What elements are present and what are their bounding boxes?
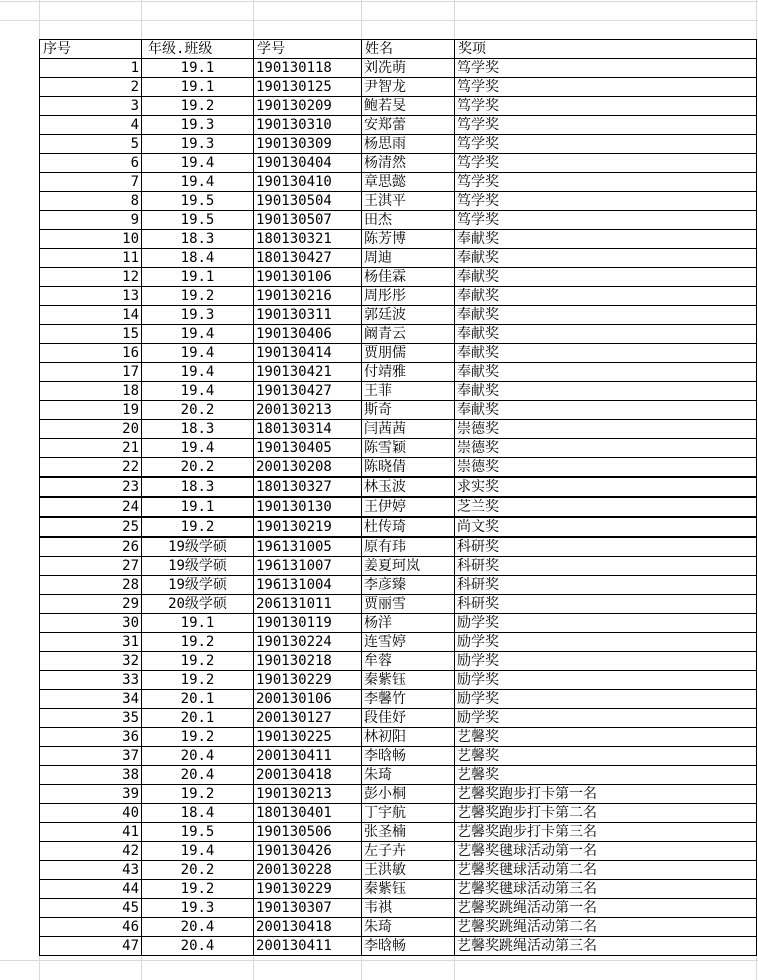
cell-name[interactable]: 安郑蕾 [362, 116, 455, 135]
cell-no[interactable]: 33 [40, 671, 142, 690]
cell-name[interactable]: 杨思雨 [362, 135, 455, 154]
header-cell-name[interactable]: 姓名 [362, 40, 455, 59]
cell-name[interactable]: 杨洋 [362, 614, 455, 633]
cell-award[interactable]: 笃学奖 [455, 135, 757, 154]
cell-award[interactable]: 笃学奖 [455, 59, 757, 78]
table-row [40, 823, 757, 842]
cell-class[interactable]: 18.3 [142, 477, 254, 497]
cell-name[interactable]: 张圣楠 [362, 823, 455, 842]
table-row [40, 728, 757, 747]
table-row [40, 785, 757, 804]
cell-student-id[interactable]: 196131007 [254, 557, 362, 576]
cell-student-id[interactable]: 190130216 [254, 287, 362, 306]
cell-class[interactable]: 19.4 [142, 173, 254, 192]
cell-no[interactable]: 46 [40, 918, 142, 937]
cell-name[interactable]: 周迪 [362, 249, 455, 268]
cell-name[interactable]: 朱琦 [362, 918, 455, 937]
table-row [40, 344, 757, 363]
table-row [40, 652, 757, 671]
cell-student-id[interactable]: 190130225 [254, 728, 362, 747]
cell-no[interactable]: 40 [40, 804, 142, 823]
table-row [40, 709, 757, 728]
cell-class[interactable]: 19.2 [142, 517, 254, 537]
cell-award[interactable]: 艺馨奖跳绳活动第一名 [455, 899, 757, 918]
cell-name[interactable]: 章思懿 [362, 173, 455, 192]
table-row [40, 557, 757, 576]
cell-no[interactable]: 38 [40, 766, 142, 785]
cell-no[interactable]: 26 [40, 537, 142, 557]
cell-no[interactable]: 6 [40, 154, 142, 173]
cell-student-id[interactable]: 180130427 [254, 249, 362, 268]
cell-award[interactable]: 笃学奖 [455, 154, 757, 173]
header-cell-award[interactable]: 奖项 [455, 40, 757, 59]
cell-class[interactable]: 19.5 [142, 192, 254, 211]
cell-class[interactable]: 19.3 [142, 135, 254, 154]
table-row [40, 747, 757, 766]
cell-no[interactable]: 39 [40, 785, 142, 804]
table-row [40, 382, 757, 401]
cell-name[interactable]: 斯奇 [362, 401, 455, 420]
cell-student-id[interactable]: 190130213 [254, 785, 362, 804]
cell-student-id[interactable]: 190130427 [254, 382, 362, 401]
cell-student-id[interactable]: 190130209 [254, 97, 362, 116]
table-row [40, 97, 757, 116]
cell-name[interactable]: 鲍若旻 [362, 97, 455, 116]
table-row [40, 211, 757, 230]
cell-no[interactable]: 12 [40, 268, 142, 287]
table-row [40, 477, 757, 497]
cell-name[interactable]: 李晗畅 [362, 937, 455, 956]
cell-award[interactable]: 艺馨奖毽球活动第三名 [455, 880, 757, 899]
cell-no[interactable]: 23 [40, 477, 142, 497]
cell-class[interactable]: 19.5 [142, 211, 254, 230]
table-row [40, 249, 757, 268]
cell-class[interactable]: 18.3 [142, 230, 254, 249]
cell-award[interactable]: 笃学奖 [455, 78, 757, 97]
cell-award[interactable]: 奉献奖 [455, 363, 757, 382]
cell-award[interactable]: 奉献奖 [455, 344, 757, 363]
cell-no[interactable]: 44 [40, 880, 142, 899]
cell-name[interactable]: 王淇平 [362, 192, 455, 211]
cell-class[interactable]: 20级学硕 [142, 595, 254, 614]
cell-award[interactable]: 科研奖 [455, 595, 757, 614]
cell-award[interactable]: 艺馨奖 [455, 747, 757, 766]
cell-no[interactable]: 20 [40, 420, 142, 439]
cell-name[interactable]: 彭小桐 [362, 785, 455, 804]
table-row [40, 517, 757, 537]
cell-no[interactable]: 28 [40, 576, 142, 595]
cell-class[interactable]: 19.2 [142, 785, 254, 804]
cell-class[interactable]: 20.4 [142, 937, 254, 956]
cell-no[interactable]: 11 [40, 249, 142, 268]
cell-name[interactable]: 闫茜茜 [362, 420, 455, 439]
cell-no[interactable]: 9 [40, 211, 142, 230]
cell-award[interactable]: 崇德奖 [455, 420, 757, 439]
cell-name[interactable]: 韦祺 [362, 899, 455, 918]
table-row [40, 842, 757, 861]
awards-table [39, 39, 757, 956]
cell-award[interactable]: 艺馨奖跳绳活动第二名 [455, 918, 757, 937]
cell-class[interactable]: 20.2 [142, 861, 254, 880]
header-cell-no[interactable]: 序号 [40, 40, 142, 59]
cell-class[interactable]: 19.2 [142, 97, 254, 116]
cell-student-id[interactable]: 196131005 [254, 537, 362, 557]
cell-award[interactable]: 艺馨奖跳绳活动第三名 [455, 937, 757, 956]
cell-class[interactable]: 19.4 [142, 439, 254, 458]
cell-student-id[interactable]: 190130507 [254, 211, 362, 230]
cell-student-id[interactable]: 190130224 [254, 633, 362, 652]
cell-class[interactable]: 19.4 [142, 325, 254, 344]
cell-no[interactable]: 27 [40, 557, 142, 576]
cell-no[interactable]: 34 [40, 690, 142, 709]
cell-student-id[interactable]: 190130311 [254, 306, 362, 325]
table-row [40, 937, 757, 956]
cell-name[interactable]: 李馨竹 [362, 690, 455, 709]
cell-no[interactable]: 45 [40, 899, 142, 918]
cell-class[interactable]: 19.1 [142, 614, 254, 633]
cell-student-id[interactable]: 180130321 [254, 230, 362, 249]
cell-no[interactable]: 24 [40, 497, 142, 517]
cell-class[interactable]: 19.2 [142, 287, 254, 306]
cell-name[interactable]: 段佳妤 [362, 709, 455, 728]
table-row [40, 439, 757, 458]
table-row [40, 671, 757, 690]
cell-class[interactable]: 20.1 [142, 690, 254, 709]
cell-no[interactable]: 19 [40, 401, 142, 420]
cell-name[interactable]: 原有玮 [362, 537, 455, 557]
cell-name[interactable]: 陈芳博 [362, 230, 455, 249]
cell-class[interactable]: 19级学硕 [142, 576, 254, 595]
cell-name[interactable]: 贾朋儒 [362, 344, 455, 363]
cell-class[interactable]: 19.4 [142, 344, 254, 363]
cell-award[interactable]: 崇德奖 [455, 458, 757, 478]
cell-student-id[interactable]: 190130414 [254, 344, 362, 363]
cell-award[interactable]: 尚文奖 [455, 517, 757, 537]
cell-name[interactable]: 秦紫钰 [362, 880, 455, 899]
cell-name[interactable]: 丁宇航 [362, 804, 455, 823]
cell-no[interactable]: 1 [40, 59, 142, 78]
cell-student-id[interactable]: 180130401 [254, 804, 362, 823]
table-row [40, 268, 757, 287]
cell-no[interactable]: 5 [40, 135, 142, 154]
cell-student-id[interactable]: 190130421 [254, 363, 362, 382]
cell-class[interactable]: 19.2 [142, 633, 254, 652]
cell-name[interactable]: 阚青云 [362, 325, 455, 344]
cell-name[interactable]: 陈晓倩 [362, 458, 455, 478]
cell-class[interactable]: 19.4 [142, 154, 254, 173]
cell-student-id[interactable]: 190130406 [254, 325, 362, 344]
cell-student-id[interactable]: 180130327 [254, 477, 362, 497]
table-row [40, 804, 757, 823]
cell-award[interactable]: 励学奖 [455, 690, 757, 709]
cell-award[interactable]: 奉献奖 [455, 230, 757, 249]
cell-award[interactable]: 励学奖 [455, 652, 757, 671]
cell-name[interactable]: 田杰 [362, 211, 455, 230]
table-row [40, 595, 757, 614]
cell-award[interactable]: 艺馨奖跑步打卡第一名 [455, 785, 757, 804]
cell-class[interactable]: 20.2 [142, 458, 254, 478]
cell-student-id[interactable]: 200130213 [254, 401, 362, 420]
cell-student-id[interactable]: 200130208 [254, 458, 362, 478]
cell-class[interactable]: 19.1 [142, 59, 254, 78]
cell-student-id[interactable]: 190130504 [254, 192, 362, 211]
cell-name[interactable]: 姜夏珂岚 [362, 557, 455, 576]
cell-award[interactable]: 奉献奖 [455, 268, 757, 287]
cell-student-id[interactable]: 190130405 [254, 439, 362, 458]
cell-name[interactable]: 杨清然 [362, 154, 455, 173]
cell-student-id[interactable]: 190130219 [254, 517, 362, 537]
header-row [40, 40, 757, 59]
cell-award[interactable]: 求实奖 [455, 477, 757, 497]
cell-award[interactable]: 科研奖 [455, 557, 757, 576]
cell-student-id[interactable]: 196131004 [254, 576, 362, 595]
table-row [40, 192, 757, 211]
table-row [40, 497, 757, 517]
cell-no[interactable]: 30 [40, 614, 142, 633]
cell-student-id[interactable]: 190130125 [254, 78, 362, 97]
grid-row-line [0, 1, 758, 2]
cell-class[interactable]: 18.4 [142, 804, 254, 823]
cell-award[interactable]: 科研奖 [455, 576, 757, 595]
cell-name[interactable]: 林初阳 [362, 728, 455, 747]
cell-class[interactable]: 19.4 [142, 842, 254, 861]
cell-award[interactable]: 笃学奖 [455, 173, 757, 192]
cell-name[interactable]: 秦紫钰 [362, 671, 455, 690]
cell-no[interactable]: 4 [40, 116, 142, 135]
cell-no[interactable]: 17 [40, 363, 142, 382]
cell-no[interactable]: 2 [40, 78, 142, 97]
table-row [40, 306, 757, 325]
cell-student-id[interactable]: 190130106 [254, 268, 362, 287]
cell-no[interactable]: 37 [40, 747, 142, 766]
cell-award[interactable]: 奉献奖 [455, 249, 757, 268]
cell-award[interactable]: 艺馨奖毽球活动第二名 [455, 861, 757, 880]
cell-award[interactable]: 励学奖 [455, 614, 757, 633]
cell-class[interactable]: 18.3 [142, 420, 254, 439]
cell-no[interactable]: 47 [40, 937, 142, 956]
grid-row-line [0, 20, 758, 21]
cell-no[interactable]: 3 [40, 97, 142, 116]
cell-award[interactable]: 艺馨奖跑步打卡第二名 [455, 804, 757, 823]
cell-no[interactable]: 43 [40, 861, 142, 880]
cell-class[interactable]: 19.1 [142, 497, 254, 517]
cell-student-id[interactable]: 200130127 [254, 709, 362, 728]
cell-class[interactable]: 19.4 [142, 363, 254, 382]
table-row [40, 325, 757, 344]
cell-student-id[interactable]: 190130118 [254, 59, 362, 78]
cell-award[interactable]: 笃学奖 [455, 211, 757, 230]
cell-class[interactable]: 19.2 [142, 652, 254, 671]
cell-student-id[interactable]: 190130426 [254, 842, 362, 861]
cell-name[interactable]: 贾丽雪 [362, 595, 455, 614]
cell-student-id[interactable]: 190130307 [254, 899, 362, 918]
cell-award[interactable]: 奉献奖 [455, 382, 757, 401]
cell-class[interactable]: 19.3 [142, 306, 254, 325]
cell-student-id[interactable]: 190130229 [254, 671, 362, 690]
table-row [40, 614, 757, 633]
cell-award[interactable]: 艺馨奖毽球活动第一名 [455, 842, 757, 861]
cell-student-id[interactable]: 200130411 [254, 937, 362, 956]
cell-student-id[interactable]: 200130418 [254, 766, 362, 785]
cell-name[interactable]: 王洪敏 [362, 861, 455, 880]
table-row [40, 59, 757, 78]
cell-award[interactable]: 艺馨奖 [455, 766, 757, 785]
table-row [40, 287, 757, 306]
table-row [40, 690, 757, 709]
cell-name[interactable]: 陈雪颖 [362, 439, 455, 458]
cell-award[interactable]: 奉献奖 [455, 325, 757, 344]
cell-award[interactable]: 励学奖 [455, 671, 757, 690]
cell-name[interactable]: 李晗畅 [362, 747, 455, 766]
cell-award[interactable]: 芝兰奖 [455, 497, 757, 517]
cell-award[interactable]: 奉献奖 [455, 401, 757, 420]
cell-student-id[interactable]: 190130506 [254, 823, 362, 842]
table-row [40, 899, 757, 918]
cell-award[interactable]: 艺馨奖跑步打卡第三名 [455, 823, 757, 842]
cell-student-id[interactable]: 200130418 [254, 918, 362, 937]
cell-award[interactable]: 奉献奖 [455, 287, 757, 306]
cell-class[interactable]: 19.1 [142, 78, 254, 97]
table-row [40, 154, 757, 173]
table-row [40, 135, 757, 154]
cell-class[interactable]: 19级学硕 [142, 537, 254, 557]
cell-name[interactable]: 牟蓉 [362, 652, 455, 671]
cell-award[interactable]: 科研奖 [455, 537, 757, 557]
cell-no[interactable]: 18 [40, 382, 142, 401]
cell-class[interactable]: 19.4 [142, 382, 254, 401]
cell-student-id[interactable]: 190130229 [254, 880, 362, 899]
cell-name[interactable]: 尹智龙 [362, 78, 455, 97]
cell-no[interactable]: 8 [40, 192, 142, 211]
cell-name[interactable]: 杜传琦 [362, 517, 455, 537]
table-row [40, 766, 757, 785]
cell-no[interactable]: 42 [40, 842, 142, 861]
cell-student-id[interactable]: 200130411 [254, 747, 362, 766]
cell-no[interactable]: 31 [40, 633, 142, 652]
cell-class[interactable]: 20.4 [142, 747, 254, 766]
cell-class[interactable]: 19.3 [142, 116, 254, 135]
header-cell-class[interactable]: 年级.班级 [142, 40, 254, 59]
table-row [40, 918, 757, 937]
cell-class[interactable]: 19.2 [142, 671, 254, 690]
cell-award[interactable]: 奉献奖 [455, 306, 757, 325]
table-row [40, 537, 757, 557]
cell-award[interactable]: 励学奖 [455, 709, 757, 728]
cell-name[interactable]: 王菲 [362, 382, 455, 401]
cell-student-id[interactable]: 190130130 [254, 497, 362, 517]
cell-class[interactable]: 19.1 [142, 268, 254, 287]
cell-no[interactable]: 7 [40, 173, 142, 192]
cell-class[interactable]: 20.1 [142, 709, 254, 728]
cell-no[interactable]: 41 [40, 823, 142, 842]
cell-name[interactable]: 郭廷波 [362, 306, 455, 325]
cell-award[interactable]: 笃学奖 [455, 116, 757, 135]
cell-no[interactable]: 14 [40, 306, 142, 325]
table-row [40, 173, 757, 192]
table-row [40, 633, 757, 652]
table-row [40, 78, 757, 97]
cell-class[interactable]: 20.4 [142, 766, 254, 785]
cell-name[interactable]: 左子卉 [362, 842, 455, 861]
cell-no[interactable]: 21 [40, 439, 142, 458]
cell-student-id[interactable]: 180130314 [254, 420, 362, 439]
cell-no[interactable]: 16 [40, 344, 142, 363]
cell-no[interactable]: 15 [40, 325, 142, 344]
cell-student-id[interactable]: 200130106 [254, 690, 362, 709]
header-cell-student-id[interactable]: 学号 [254, 40, 362, 59]
cell-student-id[interactable]: 190130309 [254, 135, 362, 154]
cell-name[interactable]: 付靖雅 [362, 363, 455, 382]
cell-student-id[interactable]: 206131011 [254, 595, 362, 614]
table-row [40, 230, 757, 249]
cell-no[interactable]: 36 [40, 728, 142, 747]
cell-student-id[interactable]: 190130310 [254, 116, 362, 135]
cell-no[interactable]: 29 [40, 595, 142, 614]
cell-award[interactable]: 笃学奖 [455, 97, 757, 116]
table-row [40, 458, 757, 478]
cell-no[interactable]: 25 [40, 517, 142, 537]
cell-name[interactable]: 李彦臻 [362, 576, 455, 595]
cell-class[interactable]: 19.3 [142, 899, 254, 918]
cell-name[interactable]: 林玉波 [362, 477, 455, 497]
cell-no[interactable]: 32 [40, 652, 142, 671]
table-row [40, 576, 757, 595]
cell-award[interactable]: 崇德奖 [455, 439, 757, 458]
table-row [40, 861, 757, 880]
table-row [40, 880, 757, 899]
cell-name[interactable]: 刘冼萌 [362, 59, 455, 78]
cell-name[interactable]: 杨佳霖 [362, 268, 455, 287]
cell-class[interactable]: 19.2 [142, 880, 254, 899]
table-row [40, 401, 757, 420]
cell-student-id[interactable]: 190130410 [254, 173, 362, 192]
cell-class[interactable]: 20.4 [142, 918, 254, 937]
cell-name[interactable]: 周彤彤 [362, 287, 455, 306]
cell-student-id[interactable]: 190130119 [254, 614, 362, 633]
table-row [40, 420, 757, 439]
grid-row-line [0, 960, 758, 961]
cell-class[interactable]: 19级学硕 [142, 557, 254, 576]
cell-award[interactable]: 笃学奖 [455, 192, 757, 211]
cell-name[interactable]: 王伊婷 [362, 497, 455, 517]
cell-class[interactable]: 19.5 [142, 823, 254, 842]
cell-name[interactable]: 连雪婷 [362, 633, 455, 652]
cell-no[interactable]: 22 [40, 458, 142, 478]
table-row [40, 116, 757, 135]
cell-no[interactable]: 35 [40, 709, 142, 728]
table-row [40, 363, 757, 382]
cell-award[interactable]: 励学奖 [455, 633, 757, 652]
cell-no[interactable]: 10 [40, 230, 142, 249]
cell-no[interactable]: 13 [40, 287, 142, 306]
cell-student-id[interactable]: 190130218 [254, 652, 362, 671]
cell-class[interactable]: 18.4 [142, 249, 254, 268]
cell-class[interactable]: 20.2 [142, 401, 254, 420]
cell-student-id[interactable]: 200130228 [254, 861, 362, 880]
cell-name[interactable]: 朱琦 [362, 766, 455, 785]
cell-award[interactable]: 艺馨奖 [455, 728, 757, 747]
cell-student-id[interactable]: 190130404 [254, 154, 362, 173]
cell-class[interactable]: 19.2 [142, 728, 254, 747]
